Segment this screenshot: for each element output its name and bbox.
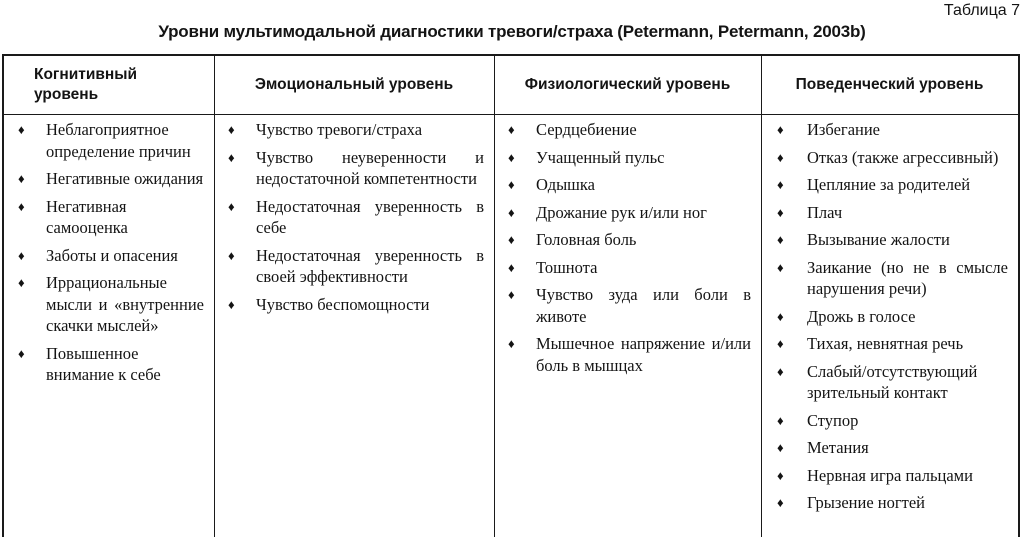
list-item-text: Чувство тревоги/страха — [256, 120, 423, 139]
list-item-text: Тихая, невнятная речь — [807, 334, 964, 353]
diamond-bullet-icon: ♦ — [777, 440, 784, 455]
list-item-text: Нервная игра пальцами — [807, 465, 973, 485]
item-list — [761, 119, 1018, 520]
list-item — [494, 257, 761, 279]
diamond-bullet-icon: ♦ — [228, 198, 235, 214]
list-item — [761, 361, 1018, 404]
diamond-bullet-icon: ♦ — [18, 345, 25, 361]
list-item — [4, 245, 214, 267]
diamond-bullet-icon: ♦ — [777, 336, 784, 351]
list-item-text: Слабый/отсутствующий зрительный контакт — [807, 361, 978, 402]
list-item-text: Цепляние за родителей — [807, 175, 971, 194]
list-item — [761, 437, 1018, 459]
list-item-text: Ступор — [807, 410, 859, 430]
item-list — [4, 119, 214, 392]
list-item — [761, 202, 1018, 224]
list-item-text: Негативные ожидания — [46, 169, 204, 188]
list-item — [494, 202, 761, 224]
diamond-bullet-icon: ♦ — [777, 232, 784, 247]
list-item — [214, 119, 494, 141]
column-header: Физиологический уровень — [524, 76, 731, 93]
list-item — [214, 196, 494, 239]
diagnostics-table — [2, 54, 1020, 537]
diamond-bullet-icon: ♦ — [508, 232, 515, 247]
diamond-bullet-icon: ♦ — [777, 204, 784, 220]
diamond-bullet-icon: ♦ — [18, 198, 25, 214]
list-item-text: Избегание — [807, 120, 881, 139]
diamond-bullet-icon: ♦ — [777, 467, 784, 483]
column-physiological — [494, 56, 761, 537]
list-item — [214, 147, 494, 190]
list-item — [4, 343, 214, 386]
list-item — [4, 196, 214, 239]
diamond-bullet-icon: ♦ — [228, 296, 235, 312]
list-item — [4, 119, 214, 162]
list-item — [494, 174, 761, 196]
list-item-text: Метания — [807, 438, 869, 457]
list-item-text: Учащенный пульс — [536, 147, 665, 167]
diamond-bullet-icon: ♦ — [508, 259, 515, 275]
diamond-bullet-icon: ♦ — [228, 247, 235, 263]
column-behavioral — [761, 56, 1018, 537]
list-item-text: Чувство беспомощности — [256, 294, 430, 314]
list-item-text: Сердцебиение — [536, 120, 637, 139]
diamond-bullet-icon: ♦ — [777, 149, 784, 165]
list-item — [761, 492, 1018, 514]
diamond-bullet-icon: ♦ — [228, 149, 235, 165]
list-item-text: Дрожь в голосе — [807, 306, 916, 326]
list-item — [761, 410, 1018, 432]
table-title: Уровни мультимодальной диагностики тревоги/страха (Petermann, Petermann, 2003b) — [158, 22, 866, 41]
diamond-bullet-icon: ♦ — [228, 122, 235, 137]
list-item-text: Грызение ногтей — [807, 493, 925, 512]
list-item — [494, 229, 761, 251]
list-item-text: Одышка — [536, 175, 595, 194]
list-item-text: Недостаточная уверенность в себе — [256, 196, 484, 237]
diamond-bullet-icon: ♦ — [18, 122, 25, 137]
list-item — [761, 333, 1018, 355]
list-item-text: Чувство неуверенности и недостаточной компетентности — [256, 147, 484, 188]
list-item — [761, 229, 1018, 251]
diamond-bullet-icon: ♦ — [777, 122, 784, 137]
diamond-bullet-icon: ♦ — [508, 177, 515, 192]
diamond-bullet-icon: ♦ — [777, 259, 784, 275]
diamond-bullet-icon: ♦ — [508, 122, 515, 137]
list-item — [761, 257, 1018, 300]
item-list — [494, 119, 761, 382]
diamond-bullet-icon: ♦ — [18, 171, 25, 186]
item-list — [214, 119, 494, 321]
list-item — [494, 147, 761, 169]
list-item-text: Мышечное напряжение и/или боль в мышцах — [536, 334, 751, 375]
list-item — [214, 294, 494, 316]
list-item — [494, 333, 761, 376]
diamond-bullet-icon: ♦ — [508, 204, 515, 220]
diamond-bullet-icon: ♦ — [777, 495, 784, 510]
list-item-text: Заботы и опасения — [46, 245, 178, 265]
list-item-text: Плач — [807, 202, 843, 222]
list-item-text: Иррациональные мысли и «внутренние скачки мыслей» — [46, 273, 204, 335]
diamond-bullet-icon: ♦ — [18, 275, 25, 290]
list-item — [761, 306, 1018, 328]
list-item — [4, 272, 214, 337]
list-item-text: Головная боль — [536, 230, 637, 249]
list-item-text: Тошнота — [536, 257, 598, 277]
list-item — [761, 119, 1018, 141]
diamond-bullet-icon: ♦ — [777, 363, 784, 379]
list-item-text: Недостаточная уверенность в своей эффективности — [256, 245, 484, 286]
list-item-text: Повышенное внимание к себе — [46, 343, 161, 384]
list-item-text: Заикание (но не в смысле нарушения речи) — [807, 257, 1008, 298]
list-item — [761, 147, 1018, 169]
diamond-bullet-icon: ♦ — [508, 287, 515, 302]
list-item — [494, 119, 761, 141]
column-header: Поведенческий уровень — [795, 76, 984, 93]
list-item — [761, 174, 1018, 196]
list-item-text: Неблагоприятное определение причин — [46, 120, 191, 161]
list-item-text: Отказ (также агрессивный) — [807, 147, 999, 167]
list-item-text: Вызывание жалости — [807, 230, 950, 249]
table-number-label: Таблица 7 — [943, 2, 1020, 19]
list-item-text: Чувство зуда или боли в животе — [536, 285, 751, 326]
diamond-bullet-icon: ♦ — [777, 177, 784, 192]
column-header: Когнитивный уровень — [34, 66, 138, 103]
diamond-bullet-icon: ♦ — [777, 412, 784, 428]
diamond-bullet-icon: ♦ — [18, 247, 25, 263]
diamond-bullet-icon: ♦ — [777, 308, 784, 324]
column-cognitive — [4, 56, 214, 537]
column-header: Эмоциональный уровень — [254, 76, 454, 93]
list-item — [4, 168, 214, 190]
column-emotional — [214, 56, 494, 537]
diamond-bullet-icon: ♦ — [508, 336, 515, 351]
list-item — [214, 245, 494, 288]
list-item-text: Негативная самооценка — [46, 196, 128, 237]
list-item-text: Дрожание рук и/или ног — [536, 202, 707, 222]
list-item — [761, 465, 1018, 487]
diamond-bullet-icon: ♦ — [508, 149, 515, 165]
list-item — [494, 284, 761, 327]
